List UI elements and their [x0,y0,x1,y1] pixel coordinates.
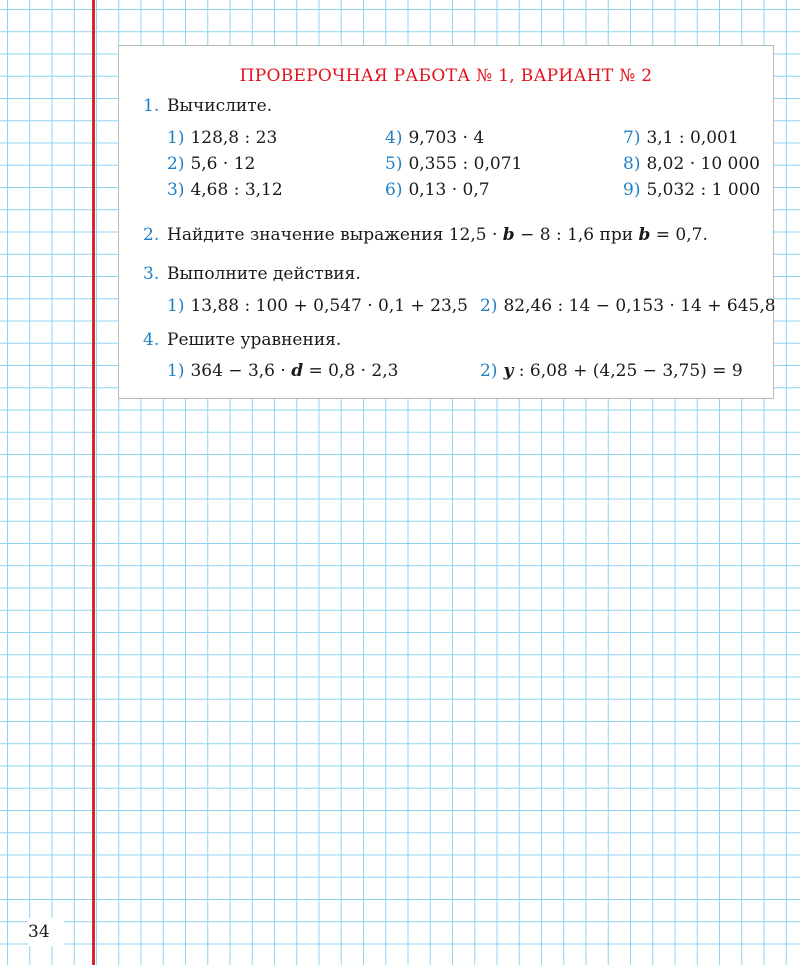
task-1-item-5: 5) 0,355 : 0,071 [385,154,523,174]
task-2-number: 2. [143,225,160,245]
variable-b: b [638,225,651,245]
task-3-item-1: 1) 13,88 : 100 + 0,547 · 0,1 + 23,5 [167,296,468,316]
task-1-item-8: 8) 8,02 · 10 000 [623,154,760,174]
task-1 [143,96,272,116]
margin-line [92,0,95,965]
task-3-number: 3. [143,264,160,284]
task-1-item-2: 2) 5,6 · 12 [167,154,256,174]
task-1-text: Вычислите. [167,96,273,116]
task-4-item-1: 1) 364 − 3,6 · d = 0,8 · 2,3 [167,361,399,381]
page-number: 34 [28,918,64,946]
task-1-item-7: 7) 3,1 : 0,001 [623,128,739,148]
task-4-item-2: 2) y : 6,08 + (4,25 − 3,75) = 9 [480,361,743,381]
task-4-text: Решите уравнения. [167,330,342,350]
test-title: ПРОВЕРОЧНАЯ РАБОТА № 1, ВАРИАНТ № 2 [239,66,653,86]
task-4 [143,330,341,350]
variable-b: b [502,225,515,245]
variable-d: d [291,361,304,381]
task-3-item-2: 2) 82,46 : 14 − 0,153 · 14 + 645,8 [480,296,776,316]
test-card [118,45,774,399]
task-4-number: 4. [143,330,160,350]
task-1-item-3: 3) 4,68 : 3,12 [167,180,283,200]
task-3 [143,264,361,284]
task-1-item-9: 9) 5,032 : 1 000 [623,180,761,200]
task-1-item-1: 1) 128,8 : 23 [167,128,278,148]
task-1-number: 1. [143,96,160,116]
task-1-item-6: 6) 0,13 · 0,7 [385,180,490,200]
task-3-text: Выполните действия. [167,264,361,284]
variable-y: y [503,361,514,381]
task-2: 2. Найдите значение выражения 12,5 · b − 8 : 1,6 при b = 0,7. [143,225,708,245]
task-1-item-4: 4) 9,703 · 4 [385,128,485,148]
